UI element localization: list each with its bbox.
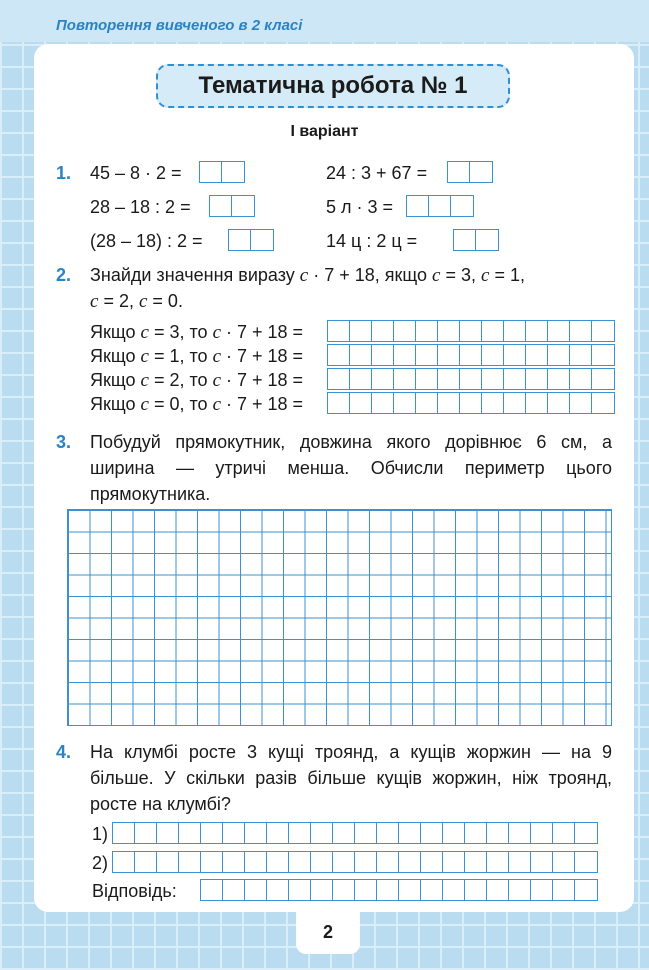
task2-row-4: Якщо c = 0, то c · 7 + 18 = (90, 394, 304, 415)
task2-number: 2. (56, 265, 72, 285)
task2-row-2: Якщо c = 1, то c · 7 + 18 = (90, 346, 304, 367)
task1-answer-3[interactable] (209, 195, 255, 217)
task4-text: На клумбі росте 3 кущі троянд, а кущів жоржин — на 9 більше. У скільки разів більше кущів жоржин, ніж троянд, росте на клумбі? (90, 742, 612, 814)
task1-answer-1[interactable] (199, 161, 245, 183)
task1-expr-4: 5 л · 3 = (326, 197, 394, 217)
header-title: Повторення вивченого в 2 класі (56, 17, 303, 34)
task4-answer-label: Відповідь: (92, 881, 177, 901)
task1-answer-2[interactable] (447, 161, 493, 183)
work-title: Тематична робота № 1 (156, 64, 510, 108)
task1-expr-6: 14 ц : 2 ц = (326, 231, 418, 251)
page-number: 2 (322, 922, 333, 942)
task4-step1-answer[interactable] (112, 822, 598, 844)
task4-step1-label: 1) (92, 824, 109, 844)
task1-expr-2: 24 : 3 + 67 = (326, 163, 428, 183)
variant-label: І варіант (290, 123, 359, 140)
task1-expr-1: 45 – 8 · 2 = (90, 163, 182, 183)
task4-answer-field[interactable] (200, 879, 598, 901)
header-bar (0, 0, 649, 42)
task1-answer-6[interactable] (453, 229, 499, 251)
task4-number: 4. (56, 742, 72, 762)
task1-expr-5: (28 – 18) : 2 = (90, 231, 203, 251)
task2-answer-2[interactable] (327, 344, 615, 366)
task2-answer-1[interactable] (327, 320, 615, 342)
task2-row-3: Якщо c = 2, то c · 7 + 18 = (90, 370, 304, 391)
task1-expr-3: 28 – 18 : 2 = (90, 197, 191, 217)
task2-row-1: Якщо c = 3, то c · 7 + 18 = (90, 322, 304, 343)
task1-answer-5[interactable] (228, 229, 274, 251)
task4-step2-answer[interactable] (112, 851, 598, 873)
task1-answer-4[interactable] (406, 195, 474, 217)
task4-step2-label: 2) (92, 853, 109, 873)
page-number-tab (296, 912, 360, 954)
task3-drawing-grid[interactable] (67, 509, 612, 726)
task2-answer-4[interactable] (327, 392, 615, 414)
task2-text-line1: Знайди значення виразу c · 7 + 18, якщо c = 3, c = 1, (90, 265, 525, 286)
task2-text-line2: c = 2, c = 0. (90, 291, 183, 312)
task3-number: 3. (56, 432, 72, 452)
task3-text: Побудуй прямокутник, довжина якого дорівнює 6 см, а ширина — утричі менша. Обчисли периметр цього прямокутника. (90, 432, 612, 504)
task1-number: 1. (56, 163, 72, 183)
task2-answer-3[interactable] (327, 368, 615, 390)
